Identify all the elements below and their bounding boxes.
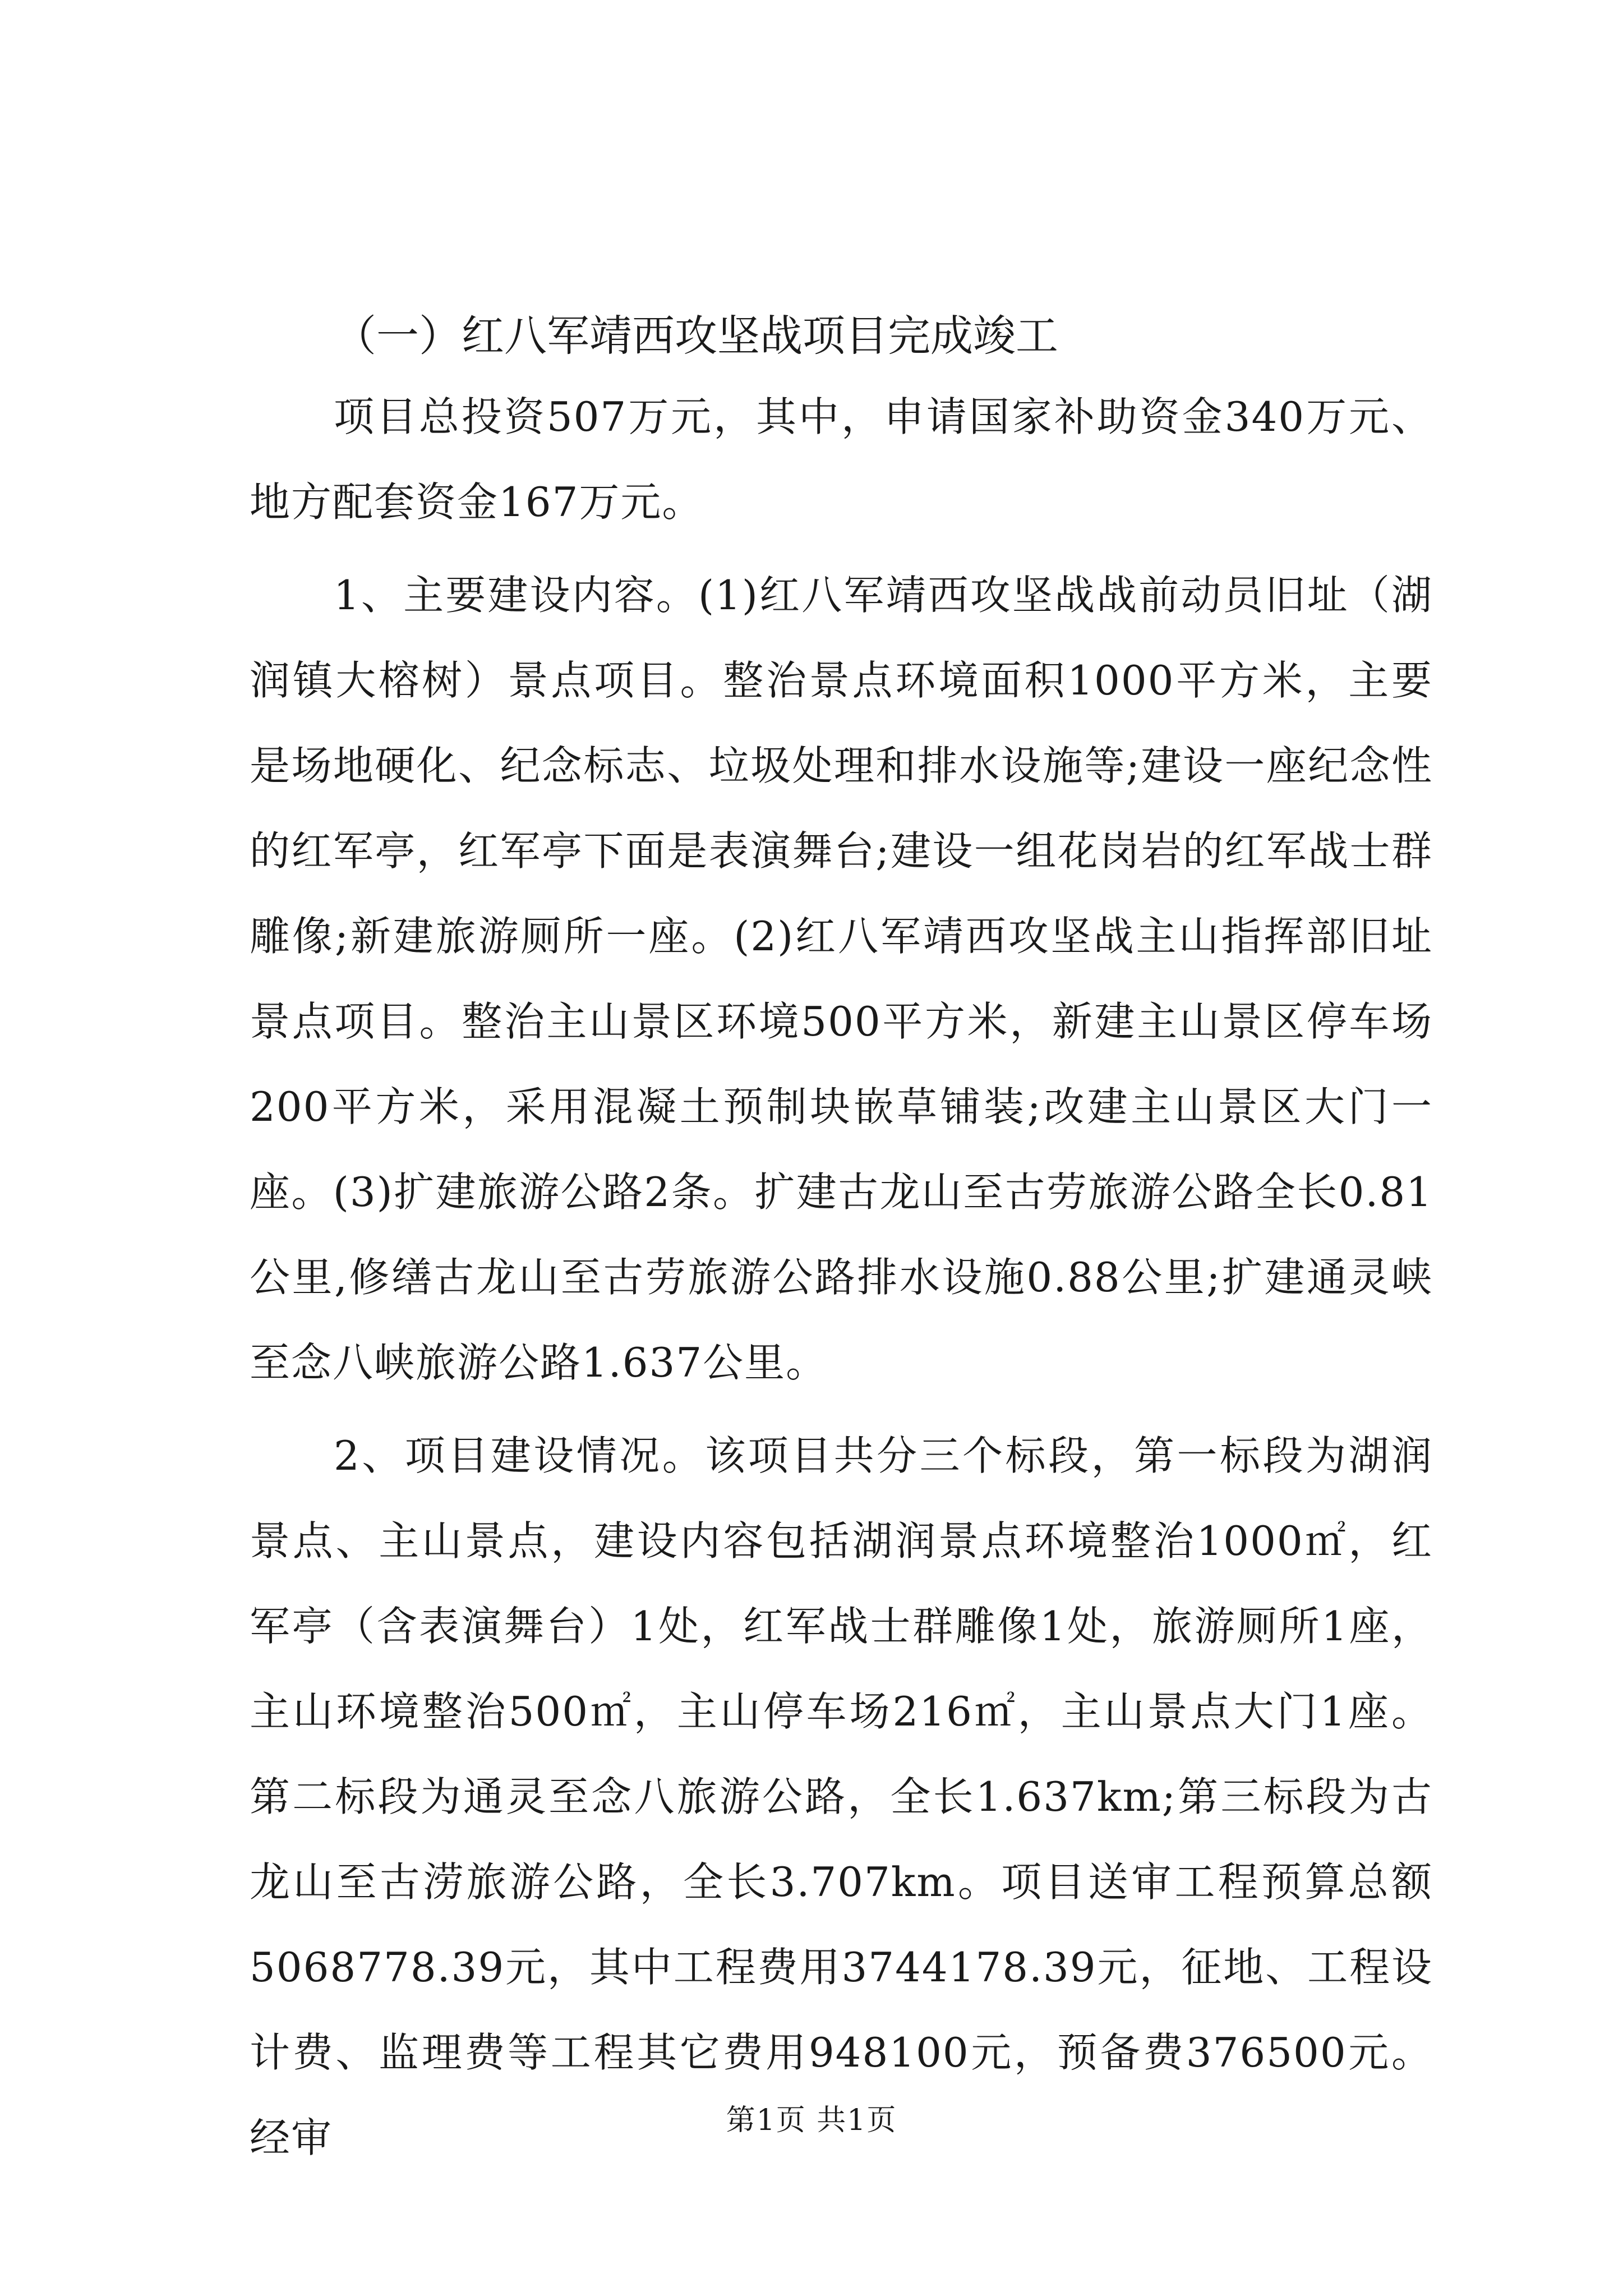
paragraph-construction-status: 2、项目建设情况。该项目共分三个标段，第一标段为湖润景点、主山景点，建设内容包括湖润景点环境整治1000㎡，红军亭（含表演舞台）1处，红军战士群雕像1处，旅游厕所1座，主山环境整治500㎡，主山停车场216㎡，主山景点大门1座。第二标段为通灵至念八旅游公路，全长1.637km;第三标段为古龙山至古涝旅游公路，全长3.707km。项目送审工程预算总额5068778.39元，其中工程费用3744178.39元，征地、工程设计费、监理费等工程其它费用948100元，预备费376500元。经审 bbox=[250, 1432, 1433, 2161]
page-footer: 第1页 共1页 bbox=[726, 2104, 897, 2137]
section-heading: （一）红八军靖西攻坚战项目完成竣工 bbox=[334, 311, 1058, 361]
paragraph-main-content: 1、主要建设内容。(1)红八军靖西攻坚战战前动员旧址（湖润镇大榕树）景点项目。整治景点环境面积1000平方米，主要是场地硬化、纪念标志、垃圾处理和排水设施等;建设一座纪念性的红军亭，红军亭下面是表演舞台;建设一组花岗岩的红军战士群雕像;新建旅游厕所一座。(2)红八军靖西攻坚战主山指挥部旧址景点项目。整治主山景区环境500平方米，新建主山景区停车场200平方米，采用混凝土预制块嵌草铺装;改建主山景区大门一座。(3)扩建旅游公路2条。扩建古龙山至古劳旅游公路全长0.81公里,修缮古龙山至古劳旅游公路排水设施0.88公里;扩建通灵峡至念八峡旅游公路1.637公里。 bbox=[250, 572, 1433, 1386]
paragraph-investment: 项目总投资507万元，其中，申请国家补助资金340万元、地方配套资金167万元。 bbox=[250, 393, 1433, 526]
document-body bbox=[250, 297, 1433, 2180]
